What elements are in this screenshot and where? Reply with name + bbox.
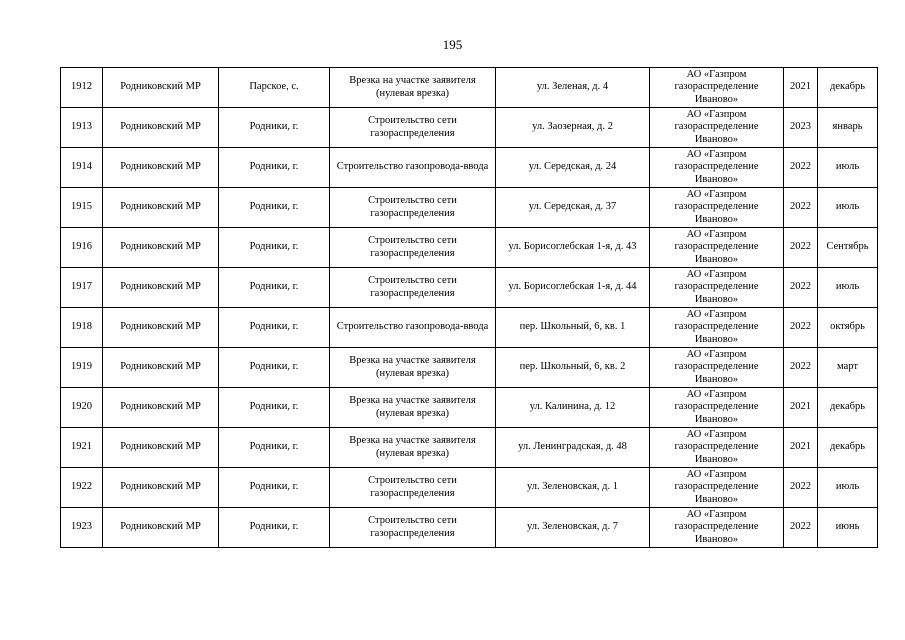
company-cell: АО «Газпром газораспределение Иваново» [650,508,784,548]
locality-cell: Родники, г. [219,428,330,468]
month-cell: декабрь [818,68,878,108]
company-cell: АО «Газпром газораспределение Иваново» [650,68,784,108]
table-row [61,428,878,468]
locality-cell: Родники, г. [219,468,330,508]
address-cell: ул. Заозерная, д. 2 [496,108,650,148]
row-number-cell: 1918 [61,308,103,348]
row-number-cell: 1916 [61,228,103,268]
table-row [61,268,878,308]
company-cell: АО «Газпром газораспределение Иваново» [650,188,784,228]
locality-cell: Парское, с. [219,68,330,108]
year-cell: 2022 [784,268,818,308]
district-cell: Родниковский МР [103,348,219,388]
district-cell: Родниковский МР [103,228,219,268]
address-cell: ул. Зеленая, д. 4 [496,68,650,108]
table-row [61,188,878,228]
work-type-cell: Строительство сети газораспределения [330,468,496,508]
address-cell: пер. Школьный, 6, кв. 1 [496,308,650,348]
row-number-cell: 1913 [61,108,103,148]
year-cell: 2021 [784,428,818,468]
address-cell: ул. Борисоглебская 1-я, д. 43 [496,228,650,268]
locality-cell: Родники, г. [219,308,330,348]
district-cell: Родниковский МР [103,68,219,108]
row-number-cell: 1919 [61,348,103,388]
table-row [61,468,878,508]
table-row [61,68,878,108]
locality-cell: Родники, г. [219,268,330,308]
locality-cell: Родники, г. [219,108,330,148]
district-cell: Родниковский МР [103,148,219,188]
district-cell: Родниковский МР [103,188,219,228]
year-cell: 2021 [784,388,818,428]
month-cell: июль [818,468,878,508]
district-cell: Родниковский МР [103,108,219,148]
table-row [61,508,878,548]
table-row [61,308,878,348]
locality-cell: Родники, г. [219,188,330,228]
month-cell: декабрь [818,428,878,468]
month-cell: июль [818,268,878,308]
district-cell: Родниковский МР [103,308,219,348]
address-cell: ул. Зеленовская, д. 1 [496,468,650,508]
table-row [61,228,878,268]
year-cell: 2022 [784,188,818,228]
locality-cell: Родники, г. [219,388,330,428]
month-cell: Сентябрь [818,228,878,268]
month-cell: декабрь [818,388,878,428]
year-cell: 2023 [784,108,818,148]
month-cell: январь [818,108,878,148]
row-number-cell: 1912 [61,68,103,108]
month-cell: октябрь [818,308,878,348]
year-cell: 2022 [784,508,818,548]
company-cell: АО «Газпром газораспределение Иваново» [650,308,784,348]
month-cell: июль [818,188,878,228]
gasification-table [60,67,878,548]
row-number-cell: 1922 [61,468,103,508]
year-cell: 2022 [784,468,818,508]
company-cell: АО «Газпром газораспределение Иваново» [650,108,784,148]
locality-cell: Родники, г. [219,228,330,268]
address-cell: ул. Зеленовская, д. 7 [496,508,650,548]
work-type-cell: Строительство газопровода-ввода [330,148,496,188]
district-cell: Родниковский МР [103,468,219,508]
company-cell: АО «Газпром газораспределение Иваново» [650,428,784,468]
year-cell: 2021 [784,68,818,108]
year-cell: 2022 [784,308,818,348]
page-number: 195 [442,37,463,52]
work-type-cell: Строительство газопровода-ввода [330,308,496,348]
table-row [61,148,878,188]
work-type-cell: Врезка на участке заявителя (нулевая врезка) [330,348,496,388]
row-number-cell: 1917 [61,268,103,308]
row-number-cell: 1923 [61,508,103,548]
table-row [61,348,878,388]
district-cell: Родниковский МР [103,268,219,308]
row-number-cell: 1914 [61,148,103,188]
month-cell: июль [818,148,878,188]
table-row [61,388,878,428]
district-cell: Родниковский МР [103,508,219,548]
address-cell: пер. Школьный, 6, кв. 2 [496,348,650,388]
row-number-cell: 1920 [61,388,103,428]
work-type-cell: Строительство сети газораспределения [330,108,496,148]
district-cell: Родниковский МР [103,428,219,468]
work-type-cell: Строительство сети газораспределения [330,188,496,228]
locality-cell: Родники, г. [219,148,330,188]
address-cell: ул. Ленинградская, д. 48 [496,428,650,468]
company-cell: АО «Газпром газораспределение Иваново» [650,348,784,388]
work-type-cell: Врезка на участке заявителя (нулевая врезка) [330,388,496,428]
address-cell: ул. Калинина, д. 12 [496,388,650,428]
work-type-cell: Строительство сети газораспределения [330,228,496,268]
work-type-cell: Строительство сети газораспределения [330,508,496,548]
company-cell: АО «Газпром газораспределение Иваново» [650,148,784,188]
year-cell: 2022 [784,348,818,388]
year-cell: 2022 [784,228,818,268]
address-cell: ул. Борисоглебская 1-я, д. 44 [496,268,650,308]
row-number-cell: 1915 [61,188,103,228]
work-type-cell: Врезка на участке заявителя (нулевая врезка) [330,68,496,108]
locality-cell: Родники, г. [219,508,330,548]
company-cell: АО «Газпром газораспределение Иваново» [650,388,784,428]
company-cell: АО «Газпром газораспределение Иваново» [650,268,784,308]
table-body [61,68,878,548]
company-cell: АО «Газпром газораспределение Иваново» [650,228,784,268]
work-type-cell: Строительство сети газораспределения [330,268,496,308]
district-cell: Родниковский МР [103,388,219,428]
address-cell: ул. Середская, д. 37 [496,188,650,228]
address-cell: ул. Середская, д. 24 [496,148,650,188]
locality-cell: Родники, г. [219,348,330,388]
work-type-cell: Врезка на участке заявителя (нулевая врезка) [330,428,496,468]
row-number-cell: 1921 [61,428,103,468]
month-cell: июнь [818,508,878,548]
year-cell: 2022 [784,148,818,188]
company-cell: АО «Газпром газораспределение Иваново» [650,468,784,508]
table-row [61,108,878,148]
month-cell: март [818,348,878,388]
